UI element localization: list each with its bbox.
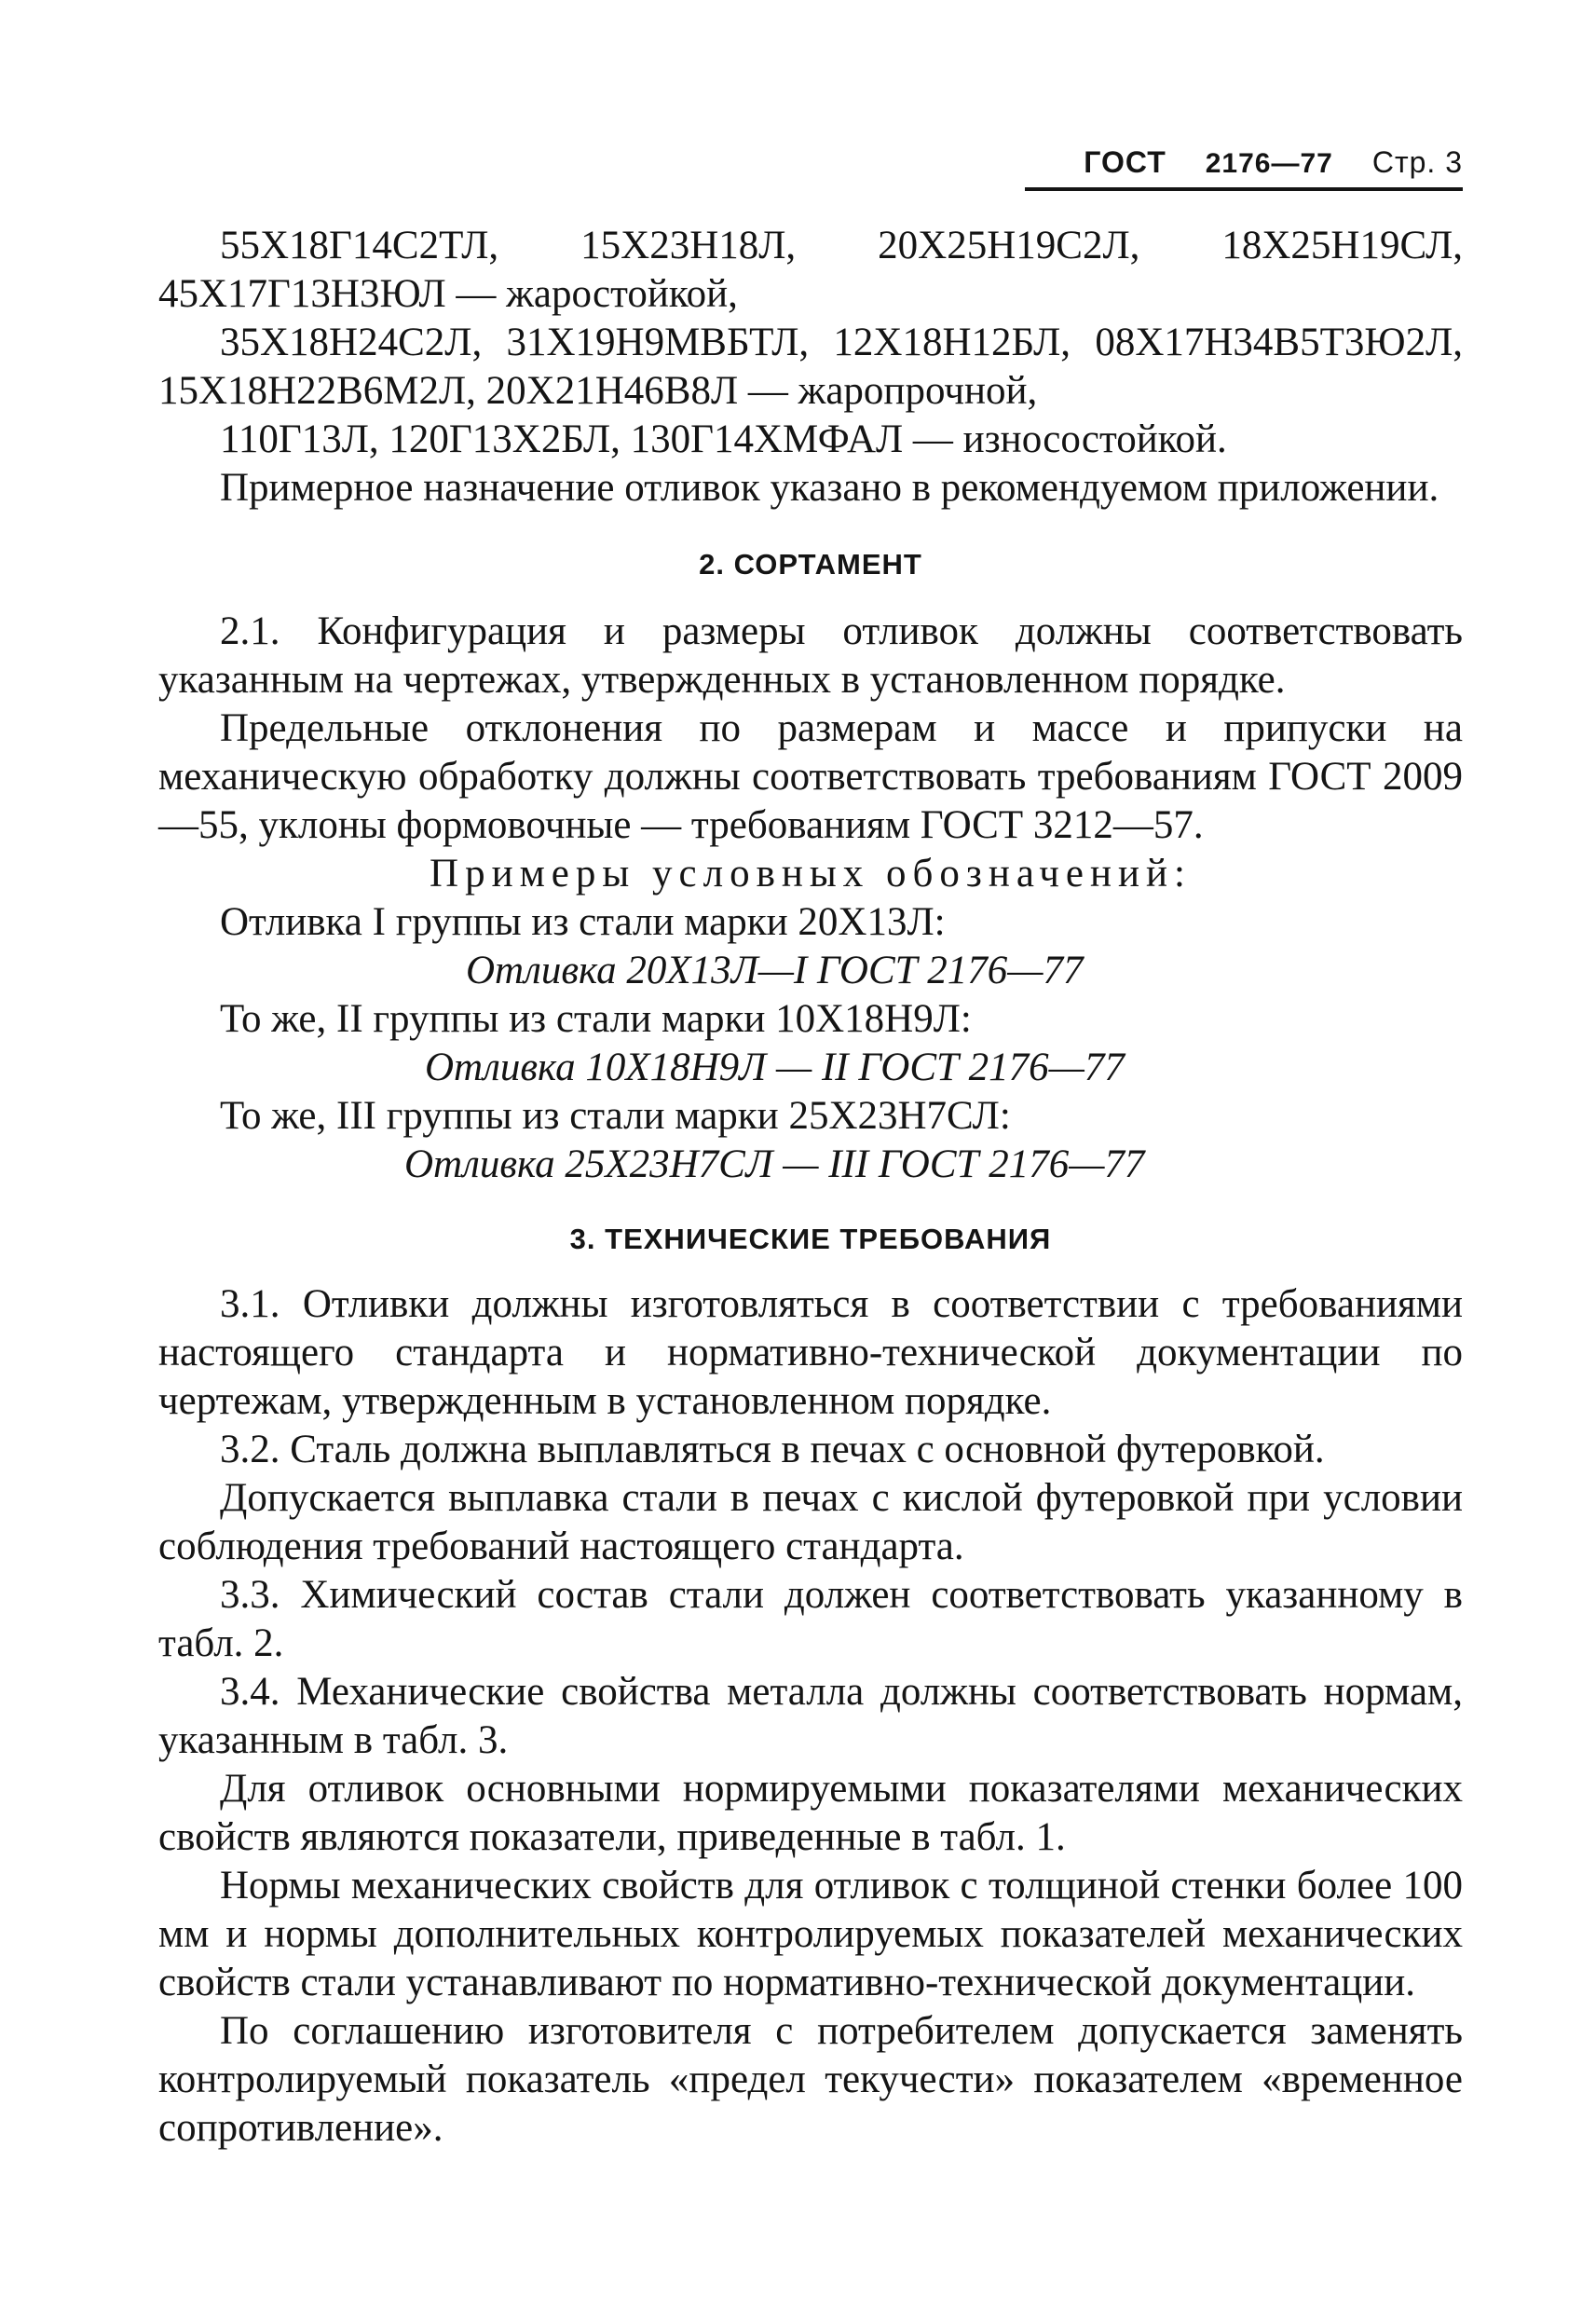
body-paragraph-heat-resistant: 55Х18Г14С2ТЛ, 15Х23Н18Л, 20Х25Н19С2Л, 18Х25Н19СЛ, 45Х17Г13Н3ЮЛ — жаростойкой, [158, 224, 1463, 316]
header-standard: ГОСТ [1084, 145, 1166, 179]
section-3-paragraph-7: Нормы механических свойств для отливок с толщиной стенки более 100 мм и нормы дополнительных контролируемых показателей механических свойств стали устанавливают по нормативно-технической документации. [158, 1864, 1463, 2004]
body-paragraph-wear-resistant: 110Г13Л, 120Г13Х2БЛ, 130Г14ХМФАЛ — износостойкой. [220, 417, 1227, 461]
example-2-label: То же, II группы из стали марки 10Х18Н9Л: [220, 997, 972, 1041]
header-page-number: Стр. 3 [1371, 145, 1463, 179]
example-2-designation: Отливка 10Х18Н9Л — II ГОСТ 2176—77 [425, 1046, 1125, 1089]
examples-heading: Примеры условных обозначений: [430, 852, 1192, 896]
body-paragraph-high-temperature: 35Х18Н24С2Л, 31Х19Н9МВБТЛ, 12Х18Н12БЛ, 08Х17Н34В5Т3Ю2Л, 15Х18Н22В6М2Л, 20Х21Н46В8Л — жаропрочной, [158, 321, 1463, 413]
section-2-paragraph-1: 2.1. Конфигурация и размеры отливок должны соответствовать указанным на чертежах, утвержденных в установленном порядке. [158, 609, 1463, 702]
example-3-label: То же, III группы из стали марки 25Х23Н7СЛ: [220, 1094, 1011, 1138]
section-3-paragraph-5: 3.4. Механические свойства металла должны соответствовать нормам, указанным в табл. 3. [158, 1670, 1463, 1762]
section-3-paragraph-6: Для отливок основными нормируемыми показателями механических свойств являются показатели, приведенные в табл. 1. [158, 1767, 1463, 1859]
section-2-title: 2. СОРТАМЕНТ [699, 548, 922, 581]
header-standard-number: 2176—77 [1205, 148, 1333, 179]
section-2-paragraph-2: Предельные отклонения по размерам и массе и припуски на механическую обработку должны соответствовать требованиям ГОСТ 2009—55, уклоны формовочные — требованиям ГОСТ 3212—57. [158, 706, 1463, 847]
example-1-label: Отливка I группы из стали марки 20Х13Л: [220, 900, 946, 944]
section-3-paragraph-8: По соглашению изготовителя с потребителем допускается заменять контролируемый показатель «предел текучести» показателем «временное сопротивление». [158, 2009, 1463, 2150]
example-1-designation: Отливка 20Х13Л—I ГОСТ 2176—77 [466, 949, 1084, 992]
body-paragraph-appendix-note: Примерное назначение отливок указано в рекомендуемом приложении. [220, 466, 1439, 510]
section-3-title: 3. ТЕХНИЧЕСКИЕ ТРЕБОВАНИЯ [569, 1223, 1052, 1255]
section-3-paragraph-1: 3.1. Отливки должны изготовляться в соответствии с требованиями настоящего стандарта и нормативно-технической документации по чертежам, утвержденным в установленном порядке. [158, 1282, 1463, 1423]
section-3-paragraph-3: Допускается выплавка стали в печах с кислой футеровкой при условии соблюдения требований настоящего стандарта. [158, 1476, 1463, 1568]
page-content [158, 222, 1463, 2153]
section-3-paragraph-4: 3.3. Химический состав стали должен соответствовать указанному в табл. 2. [158, 1573, 1463, 1665]
section-3-paragraph-2: 3.2. Сталь должна выплавляться в печах с основной футеровкой. [220, 1428, 1325, 1471]
page-header [1025, 145, 1463, 191]
example-3-designation: Отливка 25Х23Н7СЛ — III ГОСТ 2176—77 [404, 1142, 1145, 1186]
